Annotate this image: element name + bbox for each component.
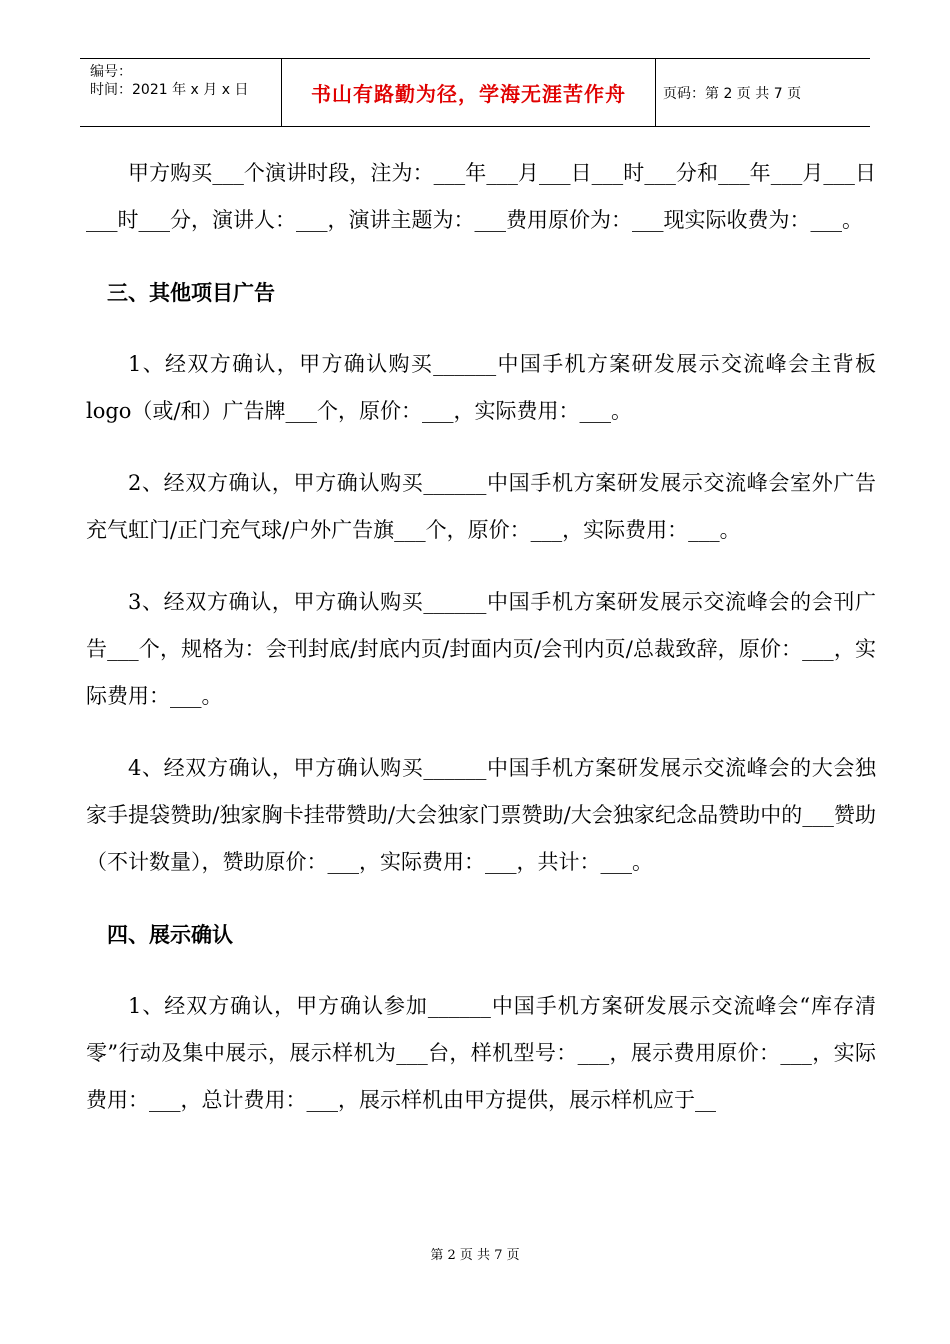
paragraph-backboard-ad: 1、经双方确认，甲方确认购买______中国手机方案研发展示交流峰会主背板 logo（或/和）广告牌___个，原价：___，实际费用：___。 [86, 352, 876, 423]
header-divider-right [655, 59, 656, 126]
paragraph-brochure-ad: 3、经双方确认，甲方确认购买______中国手机方案研发展示交流峰会的会刊广告___个，规格为：会刊封底/封底内页/封面内页/会刊内页/总裁致辞，原价：___，实际费用：___。 [86, 590, 876, 708]
paragraph-outdoor-ad: 2、经双方确认，甲方确认购买______中国手机方案研发展示交流峰会室外广告充气虹门/正门充气球/户外广告旗___个，原价：___，实际费用：___。 [86, 471, 876, 542]
paragraph-sponsorship: 4、经双方确认，甲方确认购买______中国手机方案研发展示交流峰会的大会独家手提袋赞助/独家胸卡挂带赞助/大会独家门票赞助/大会独家纪念品赞助中的___赞助（不计数量），赞助原价：___，实际费用：___，共计：___。 [86, 756, 876, 874]
header-meta [90, 63, 248, 99]
paragraph-exhibition: 1、经双方确认，甲方确认参加______中国手机方案研发展示交流峰会“库存清零”行动及集中展示，展示样机为___台，样机型号：___，展示费用原价：___，实际费用：___，总计费用：___，展示样机由甲方提供，展示样机应于__ [86, 994, 876, 1112]
header-page-info: 页码：第 2 页 共 7 页 [663, 85, 802, 102]
page-header [80, 58, 870, 127]
document-body [86, 150, 876, 1149]
paragraph-speech-slot: 甲方购买___个演讲时段，注为：___年___月___日___时___分和___年___月___日___时___分，演讲人：___，演讲主题为：___费用原价为：___现实际收费为：___。 [86, 161, 876, 232]
page-footer: 第 2 页 共 7 页 [430, 1248, 520, 1263]
date-label: 时间：2021 年 x 月 x 日 [90, 82, 249, 98]
serial-number-label: 编号： [90, 64, 132, 80]
section-heading-other-ads: 三、其他项目广告 [107, 280, 275, 305]
section-heading-exhibition: 四、展示确认 [107, 922, 233, 947]
header-motto: 书山有路勤为径，学海无涯苦作舟 [311, 82, 626, 106]
